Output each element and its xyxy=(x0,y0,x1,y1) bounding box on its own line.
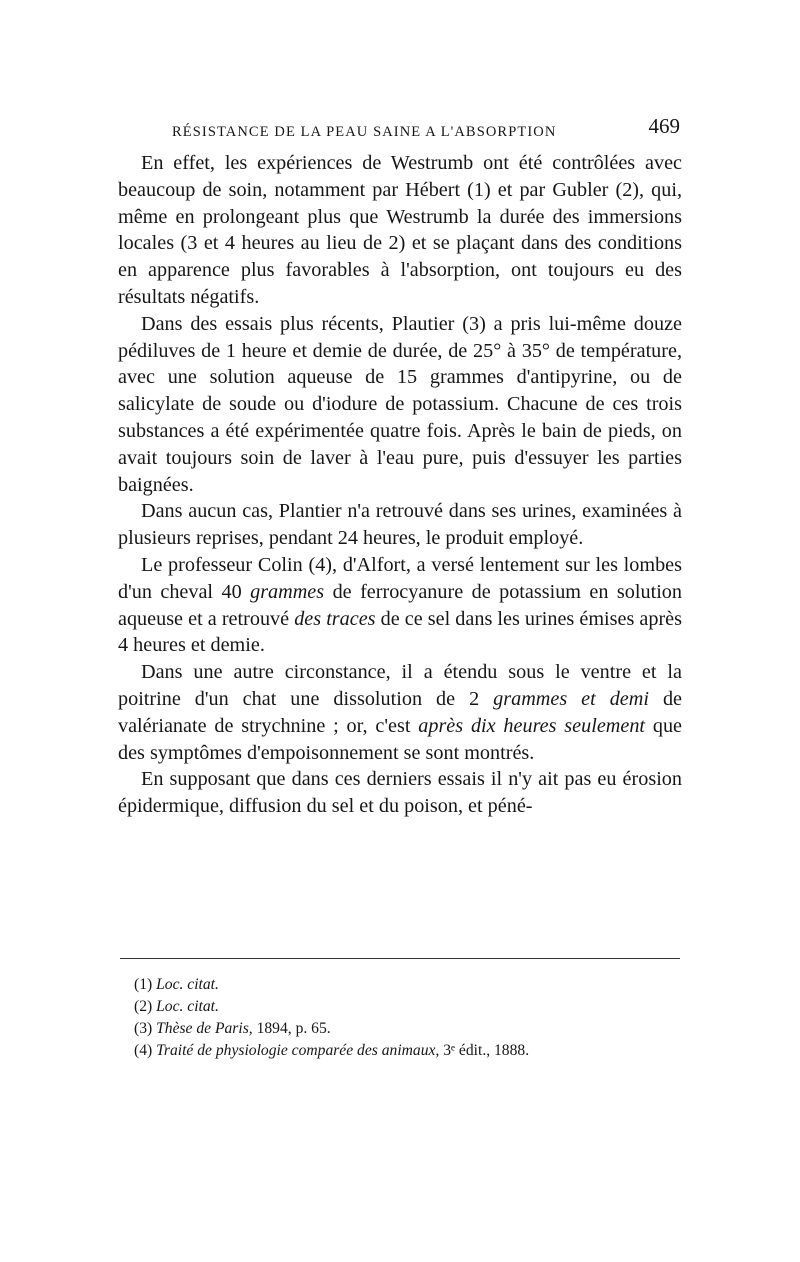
text-run: Dans aucun cas, Plantier n'a retrouvé dans ses urines, examinées à plusieurs reprises, pendant 24 heures, le produit employé. xyxy=(118,500,682,550)
italic-text: des traces xyxy=(294,607,376,630)
paragraph xyxy=(118,766,682,820)
text-run: Dans des essais plus récents, Plautier (3) a pris lui-même douze pédiluves de 1 heure et demie de durée, de 25° à 35° de température, avec une solution aqueuse de 15 grammes d'antipyrine, ou de salicylate de soude ou d'iodure de potassium. Chacune de ces trois substances a été expérimentée quatre fois. Après le bain de pieds, on avait toujours soin de laver à l'eau pure, puis d'essuyer les parties baignées. xyxy=(118,312,682,496)
text-run: 1894, p. 65. xyxy=(252,1020,331,1037)
text-run: 3ᵉ édit., 1888. xyxy=(439,1042,530,1059)
italic-text: Loc. citat. xyxy=(156,998,219,1015)
text-run: Dans une autre circonstance, il a étendu sous le ventre et la poitrine d'un chat une dissolution de 2 xyxy=(118,661,682,710)
text-run: En effet, les expériences de Westrumb ont été contrôlées avec beaucoup de soin, notamment par Hébert (1) et par Gubler (2), qui, même en prolongeant plus que Westrumb la durée des immersions locales (3 et 4 heures au lieu de 2) et se plaçant dans des conditions en apparence plus favorables à l'absorption, ont toujours eu des résultats négatifs. xyxy=(118,152,682,308)
text-run: (2) xyxy=(134,998,157,1015)
text-run: (1) xyxy=(134,976,157,993)
footnotes xyxy=(134,974,694,1062)
text-run: de ferrocyanure de potassium en solution aqueuse et a retrouvé xyxy=(118,580,682,630)
text-run: En supposant que dans ces derniers essais il n'y ait pas eu érosion épidermique, diffusion du sel et du poison, et péné- xyxy=(118,768,682,818)
text-run: Le professeur Colin (4), d'Alfort, a versé lentement sur les lombes d'un cheval 40 xyxy=(118,553,682,603)
text-run: que des symptômes d'empoisonnement se sont montrés. xyxy=(118,714,682,764)
text-run: de ce sel dans les urines émises après 4 heures et demie. xyxy=(118,607,682,657)
italic-text: grammes et demi xyxy=(493,687,649,710)
body-text xyxy=(118,150,682,820)
text-run: (3) xyxy=(134,1020,157,1037)
paragraph xyxy=(118,311,682,499)
paragraph xyxy=(118,659,682,766)
page-number: 469 xyxy=(648,114,680,138)
footnote xyxy=(134,1018,694,1040)
text-run: (4) xyxy=(134,1042,157,1059)
paragraph xyxy=(118,150,682,311)
running-title: RÉSISTANCE DE LA PEAU SAINE A L'ABSORPTION xyxy=(172,124,557,140)
italic-text: Loc. citat. xyxy=(156,976,219,993)
footnote xyxy=(134,996,694,1018)
paragraph xyxy=(118,552,682,659)
italic-text: Traité de physiologie comparée des animaux, xyxy=(156,1042,440,1059)
italic-text: après dix heures seulement xyxy=(418,714,646,737)
footnote-separator xyxy=(120,958,680,959)
text-run: de valérianate de strychnine ; or, c'est xyxy=(118,687,683,737)
footnote xyxy=(134,1040,694,1062)
paragraph xyxy=(118,498,682,552)
footnote xyxy=(134,974,694,996)
italic-text: grammes xyxy=(250,580,325,603)
italic-text: Thèse de Paris, xyxy=(156,1020,253,1037)
